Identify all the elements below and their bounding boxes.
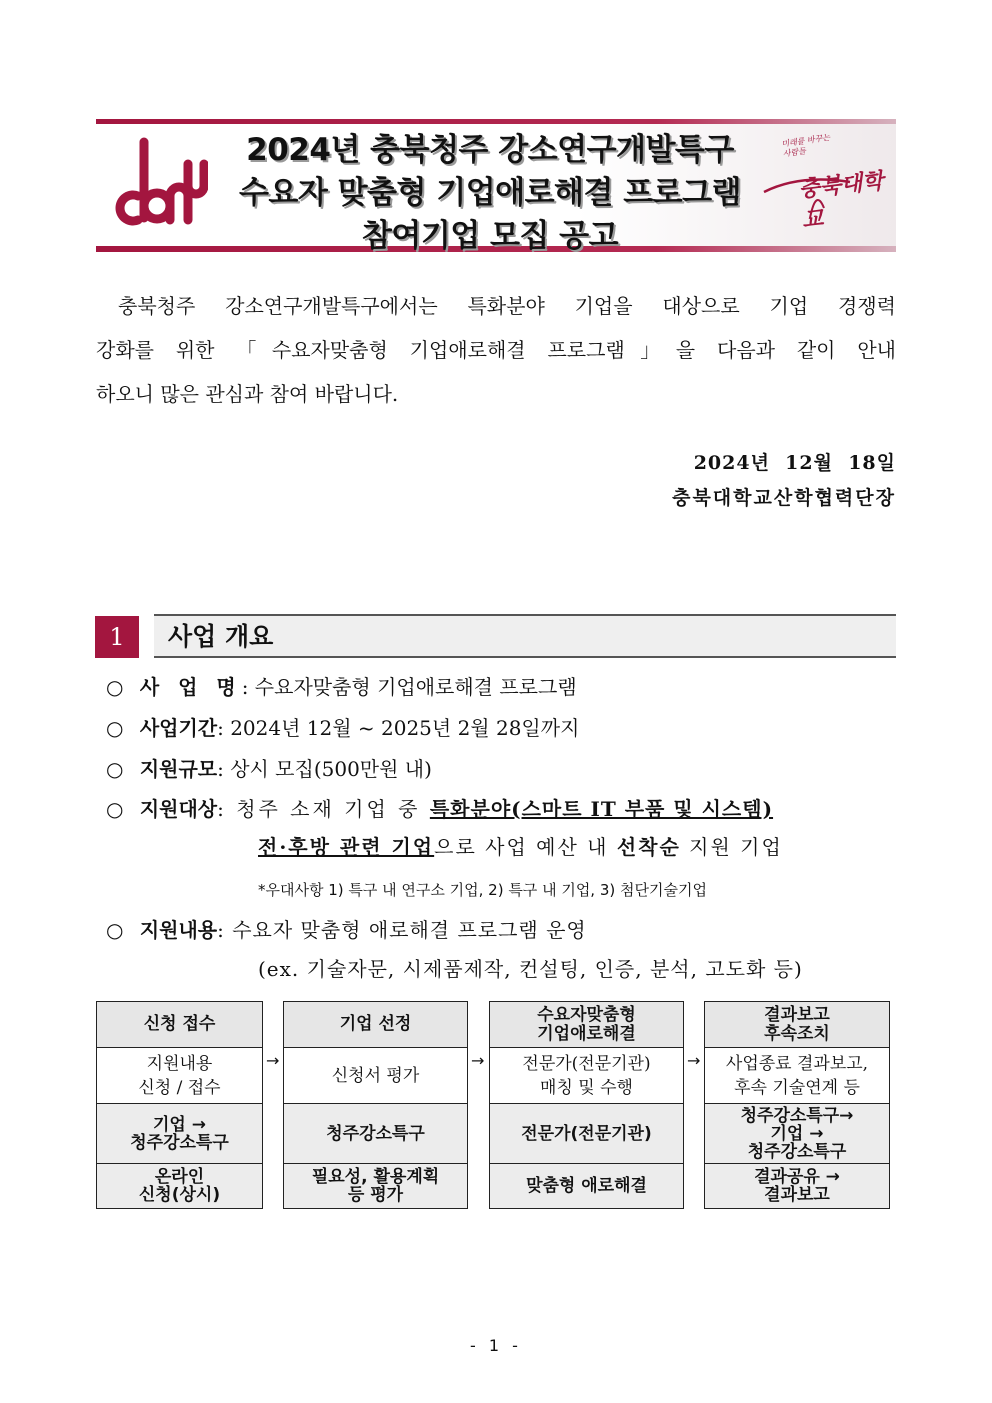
item-label: 지원내용: [139, 918, 218, 942]
target-end-text: 지원 기업: [680, 835, 783, 859]
announcement-date: 2024년 12월 18일: [693, 452, 896, 474]
title-line-1: 2024년 충북청주 강소연구개발특구: [246, 132, 734, 168]
section-header-top-rule: [154, 614, 896, 616]
process-step-method: 필요성, 활용계획 등 평가: [283, 1163, 468, 1209]
item-label: 사업기간: [139, 716, 218, 740]
item-value: : 청주 소재 기업 중: [217, 797, 430, 821]
flow-arrow: →: [471, 1051, 485, 1070]
process-step-header: 결과보고 후속조치: [704, 1001, 890, 1048]
target-continuation: [258, 827, 783, 867]
item-project-name: [106, 667, 577, 707]
intro-line-2: 강화를 위한 「수요자맞춤형 기업애로해결 프로그램」을 다음과 같이 안내: [96, 338, 896, 362]
section-header-bottom-rule: [154, 656, 896, 658]
process-step-method: 온라인 신청(상시): [96, 1163, 263, 1209]
content-example: (ex. 기술자문, 시제품제작, 컨설팅, 인증, 분석, 고도화 등): [258, 957, 803, 981]
item-label: 사 업 명: [139, 675, 242, 699]
item-support-target: [106, 789, 773, 829]
title-line-2: 수요자 맞춤형 기업애로해결 프로그램: [238, 175, 741, 211]
process-step-actor: 전문가(전문기관): [489, 1103, 684, 1164]
process-step-desc: 지원내용 신청 / 접수: [96, 1047, 263, 1104]
logo-slogan: 미래를 바꾸는 사람들: [780, 132, 831, 159]
page-number: - 1 -: [470, 1336, 522, 1355]
target-related-companies: 전·후방 관련 기업: [258, 835, 435, 859]
intro-line-1: 충북청주 강소연구개발특구에서는 특화분야 기업을 대상으로 기업 경쟁력: [118, 294, 896, 318]
target-budget-text: 으로 사업 예산 내: [434, 835, 617, 859]
target-first-come: 선착순: [616, 835, 681, 859]
process-step-desc: 사업종료 결과보고, 후속 기술연계 등: [704, 1047, 890, 1104]
process-step-desc: 신청서 평가: [283, 1047, 468, 1104]
issuing-organization: 충북대학교산학협력단장: [672, 487, 896, 509]
cbnu-logo: [108, 134, 208, 234]
target-specialized-field: 특화분야(스마트 IT 부품 및 시스템): [429, 797, 774, 821]
cbnu-signature-logo: [760, 128, 890, 236]
process-step-actor: 기업 → 청주강소특구: [96, 1103, 263, 1164]
bullet: ○: [106, 757, 124, 781]
process-step-header: 수요자맞춤형 기업애로해결: [489, 1001, 684, 1048]
process-step-method: 결과공유 → 결과보고: [704, 1163, 890, 1209]
process-step-header: 기업 선정: [283, 1001, 468, 1048]
bullet: ○: [106, 675, 124, 699]
item-support-scale: [106, 749, 432, 789]
process-step-actor: 청주강소특구: [283, 1103, 468, 1164]
section-title: 사업 개요: [168, 622, 274, 651]
item-value: : 수요자맞춤형 기업애로해결 프로그램: [241, 675, 577, 699]
flow-arrow: →: [687, 1051, 701, 1070]
item-value: : 수요자 맞춤형 애로해결 프로그램 운영: [217, 918, 587, 942]
bullet: ○: [106, 797, 124, 821]
item-value: : 2024년 12월 ~ 2025년 2월 28일까지: [217, 716, 580, 740]
logo-univ-name: 충북대학교: [797, 167, 885, 234]
bullet: ○: [106, 716, 124, 740]
item-project-period: [106, 708, 579, 748]
intro-paragraph: [96, 284, 896, 416]
process-step-method: 맞춤형 애로해결: [489, 1163, 684, 1209]
item-value: : 상시 모집(500만원 내): [217, 757, 432, 781]
flow-arrow: →: [266, 1051, 280, 1070]
title-line-3: 참여기업 모집 공고: [361, 218, 619, 254]
preference-note: *우대사항 1) 특구 내 연구소 기업, 2) 특구 내 기업, 3) 첨단기술기업: [258, 881, 707, 899]
process-step-desc: 전문가(전문기관) 매칭 및 수행: [489, 1047, 684, 1104]
item-support-content: [106, 910, 587, 950]
item-label: 지원규모: [139, 757, 218, 781]
process-step-actor: 청주강소특구→ 기업 → 청주강소특구: [704, 1103, 890, 1164]
item-label: 지원대상: [139, 797, 218, 821]
intro-line-3: 하오니 많은 관심과 참여 바랍니다.: [96, 382, 399, 406]
section-number: 1: [95, 616, 139, 658]
process-step-header: 신청 접수: [96, 1001, 263, 1048]
bullet: ○: [106, 918, 124, 942]
